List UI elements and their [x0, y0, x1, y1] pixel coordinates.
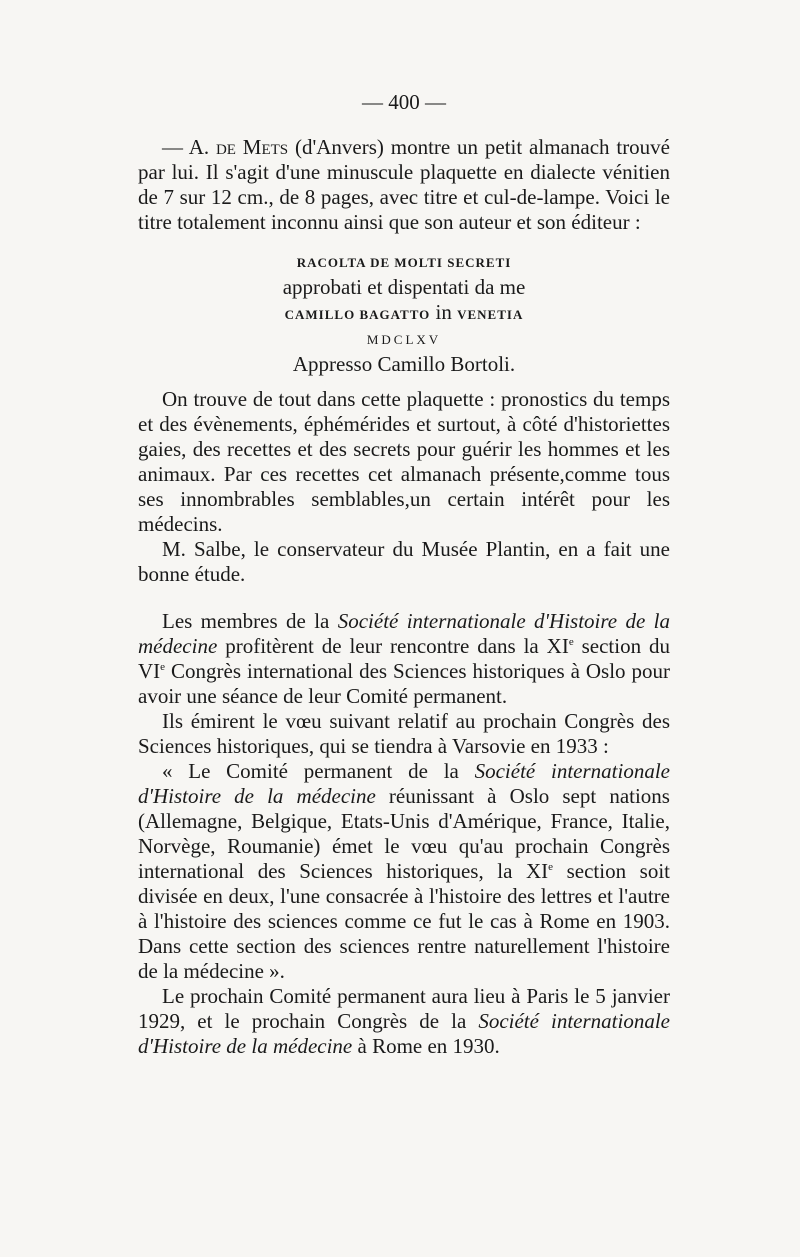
text-span: section du VI	[138, 634, 671, 683]
title-line-3-name: CAMILLO BAGATTO	[284, 307, 431, 322]
superscript: e	[160, 661, 166, 673]
title-line-1: RACOLTA DE MOLTI SECRETI	[296, 255, 512, 270]
paragraph-gap	[138, 587, 670, 609]
text-span: réunissant à Oslo sept nations (Allemagne, Belgique, Etats-Unis d'Amérique, France, Italie, Norvège, Roumanie) émet le vœu qu'au prochain Congrès international des Sciences historiques, la XI	[138, 784, 670, 883]
text-span: Les membres de la	[162, 609, 338, 633]
superscript: e	[568, 636, 574, 648]
paragraph-salbe: M. Salbe, le conservateur du Musée Plantin, en a fait une bonne étude.	[138, 537, 670, 586]
text-span: Congrès international des Sciences historiques à Oslo pour avoir une séance de leur Comité permanent.	[138, 659, 670, 708]
text-span: section soit divisée en deux, l'une consacrée à l'histoire des lettres et l'autre à l'histoire des sciences comme ce fut le cas à Rome en 1903. Dans cette section des sciences rentre naturellement l'histoire de la médecine ».	[138, 859, 670, 983]
italic-society-name: Société internationale d'Histoire de la médecine	[138, 609, 670, 658]
page-number: — 400 —	[362, 90, 446, 114]
author-initial: A.	[188, 135, 216, 159]
text-span: à Rome en 1930.	[352, 1034, 500, 1058]
title-line-2: approbati et dispentati da me	[282, 275, 526, 299]
dash: —	[162, 135, 189, 159]
almanach-title-block	[138, 250, 670, 377]
paragraph-text: (d'Anvers) montre un petit almanach trouvé par lui. Il s'agit d'une minuscule plaquette en dialecte vénitien de 7 sur 12 cm., de 8 pages, avec titre et cul-de-lampe. Voici le titre totalement inconnu ainsi que son auteur et son éditeur :	[138, 135, 671, 234]
text-span: profitèrent de leur rencontre dans la XI	[217, 634, 569, 658]
title-line-3-in: in	[430, 300, 458, 324]
paragraph-voeu-quote	[138, 759, 670, 984]
title-line-3	[138, 300, 670, 327]
title-line-5-publisher: Appresso Camillo Bortoli.	[292, 352, 516, 376]
paragraph-contents: On trouve de tout dans cette plaquette : pronostics du temps et des évènements, éphémérides et surtout, à côté d'historiettes gaies, des recettes et des secrets pour guérir les hommes et les animaux. Par ces recettes cet almanach présente,comme tous ses innombrables semblables,un certain intérêt pour les médecins.	[138, 387, 670, 536]
paragraph-mets-almanach	[138, 135, 670, 235]
page-text-block	[138, 90, 670, 1059]
author-particle: de	[215, 135, 243, 159]
title-line-3-city: VENETIA	[457, 307, 524, 322]
text-span: « Le Comité permanent de la	[162, 759, 475, 783]
title-line-4-year: MDCLXV	[366, 332, 442, 347]
paragraph-next-meeting	[138, 984, 670, 1059]
paragraph-voeu-intro: Ils émirent le vœu suivant relatif au prochain Congrès des Sciences historiques, qui se tiendra à Varsovie en 1933 :	[138, 709, 670, 758]
paragraph-societe-members	[138, 609, 670, 709]
author-name: Mets	[242, 135, 289, 159]
text-span: Le prochain Comité permanent aura lieu à Paris le 5 janvier 1929, et le prochain Congrès de la	[138, 984, 670, 1033]
italic-society-name: Société internationale d'Histoire de la médecine	[138, 1009, 670, 1058]
superscript: e	[548, 861, 554, 873]
italic-society-name: Société internationale d'Histoire de la médecine	[138, 759, 670, 808]
